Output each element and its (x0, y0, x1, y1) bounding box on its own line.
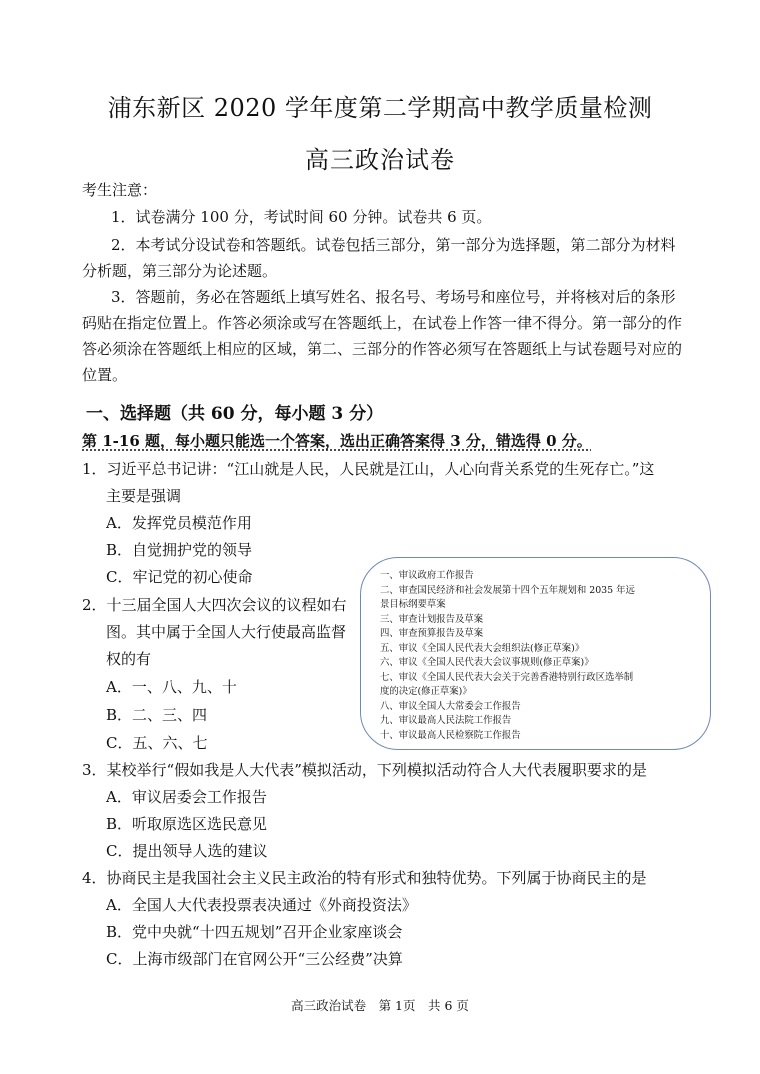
q4-option-a: A．全国人大代表投票表决通过《外商投资法》 (106, 896, 417, 914)
q1-option-a: A．发挥党员模范作用 (106, 514, 252, 532)
q3-stem: 3．某校举行“假如我是人大代表”模拟活动，下列模拟活动符合人大代表履职要求的是 (82, 761, 647, 779)
notice-heading: 考生注意： (82, 181, 158, 199)
section-title: 一、选择题（共 60 分，每小题 3 分） (86, 404, 384, 424)
q1-stem-line2: 主要是强调 (106, 487, 182, 505)
q4-stem: 4．协商民主是我国社会主义民主政治的特有形式和独特优势。下列属于协商民主的是 (82, 869, 647, 887)
notice-line-7: 位置。 (82, 366, 128, 384)
exam-title: 浦东新区 2020 学年度第二学期高中教学质量检测 (107, 94, 653, 122)
notice-line-2: 2．本考试分设试卷和答题纸。试卷包括三部分，第一部分为选择题，第二部分为材料 (111, 236, 676, 254)
notice-line-5: 码贴在指定位置上。作答必须涂或写在答题纸上，在试卷上作答一律不得分。第一部分的作 (82, 314, 683, 332)
q4-option-b: B．党中央就“十四五规划”召开企业家座谈会 (106, 923, 403, 941)
notice-line-1: 1．试卷满分 100 分，考试时间 60 分钟。试卷共 6 页。 (111, 208, 492, 226)
agenda-item-5: 五、审议《全国人民代表大会组织法(修正草案)》 (380, 643, 585, 654)
q2-stem-line1: 2．十三届全国人大四次会议的议程如右 (82, 596, 347, 614)
notice-line-6: 答必须涂在答题纸上相应的区域，第二、三部分的作答必须写在答题纸上与试卷题号对应的 (82, 340, 683, 358)
q1-stem-line1: 1．习近平总书记讲：“江山就是人民，人民就是江山，人心向背关系党的生死存亡。”这 (82, 460, 655, 478)
agenda-item-9: 九、审议最高人民法院工作报告 (380, 715, 512, 726)
agenda-item-1: 一、审议政府工作报告 (380, 570, 474, 581)
agenda-item-8: 八、审议全国人大常委会工作报告 (380, 701, 521, 712)
q2-stem-line2: 图。其中属于全国人大行使最高监督 (106, 623, 347, 641)
agenda-item-2: 二、审查国民经济和社会发展第十四个五年规划和 2035 年远 (380, 585, 635, 596)
page-footer: 高三政治试卷 第 1页 共 6 页 (291, 998, 469, 1013)
q4-option-c: C．上海市级部门在官网公开“三公经费”决算 (106, 950, 403, 968)
agenda-item-10: 十、审议最高人民检察院工作报告 (380, 730, 521, 741)
q2-option-a: A．一、八、九、十 (106, 678, 237, 696)
agenda-item-4: 四、审查预算报告及草案 (380, 628, 484, 639)
agenda-item-7-cont: 度的决定(修正草案)》 (380, 686, 472, 697)
notice-line-4: 3．答题前，务必在答题纸上填写姓名、报名号、考场号和座位号，并将核对后的条形 (111, 288, 676, 306)
q3-option-c: C．提出领导人选的建议 (106, 842, 268, 860)
agenda-item-6: 六、审议《全国人民代表大会议事规则(修正草案)》 (380, 657, 594, 668)
q2-option-c: C．五、六、七 (106, 734, 208, 752)
agenda-item-2-cont: 景目标纲要草案 (380, 599, 446, 610)
q2-stem-line3: 权的有 (106, 650, 152, 668)
q1-option-c: C．牢记党的初心使命 (106, 568, 253, 586)
agenda-item-7: 七、审议《全国人民代表大会关于完善香港特别行政区选举制 (380, 672, 634, 683)
q1-option-b: B．自觉拥护党的领导 (106, 541, 253, 559)
agenda-item-3: 三、审查计划报告及草案 (380, 614, 484, 625)
notice-line-3: 分析题，第三部分为论述题。 (82, 262, 278, 280)
exam-subtitle: 高三政治试卷 (305, 146, 455, 174)
q3-option-a: A．审议居委会工作报告 (106, 788, 267, 806)
q2-option-b: B．二、三、四 (106, 706, 208, 724)
q3-option-b: B．听取原选区选民意见 (106, 815, 268, 833)
section-instruction: 第 1-16 题，每小题只能选一个答案，选出正确答案得 3 分，错选得 0 分。 (82, 432, 592, 450)
